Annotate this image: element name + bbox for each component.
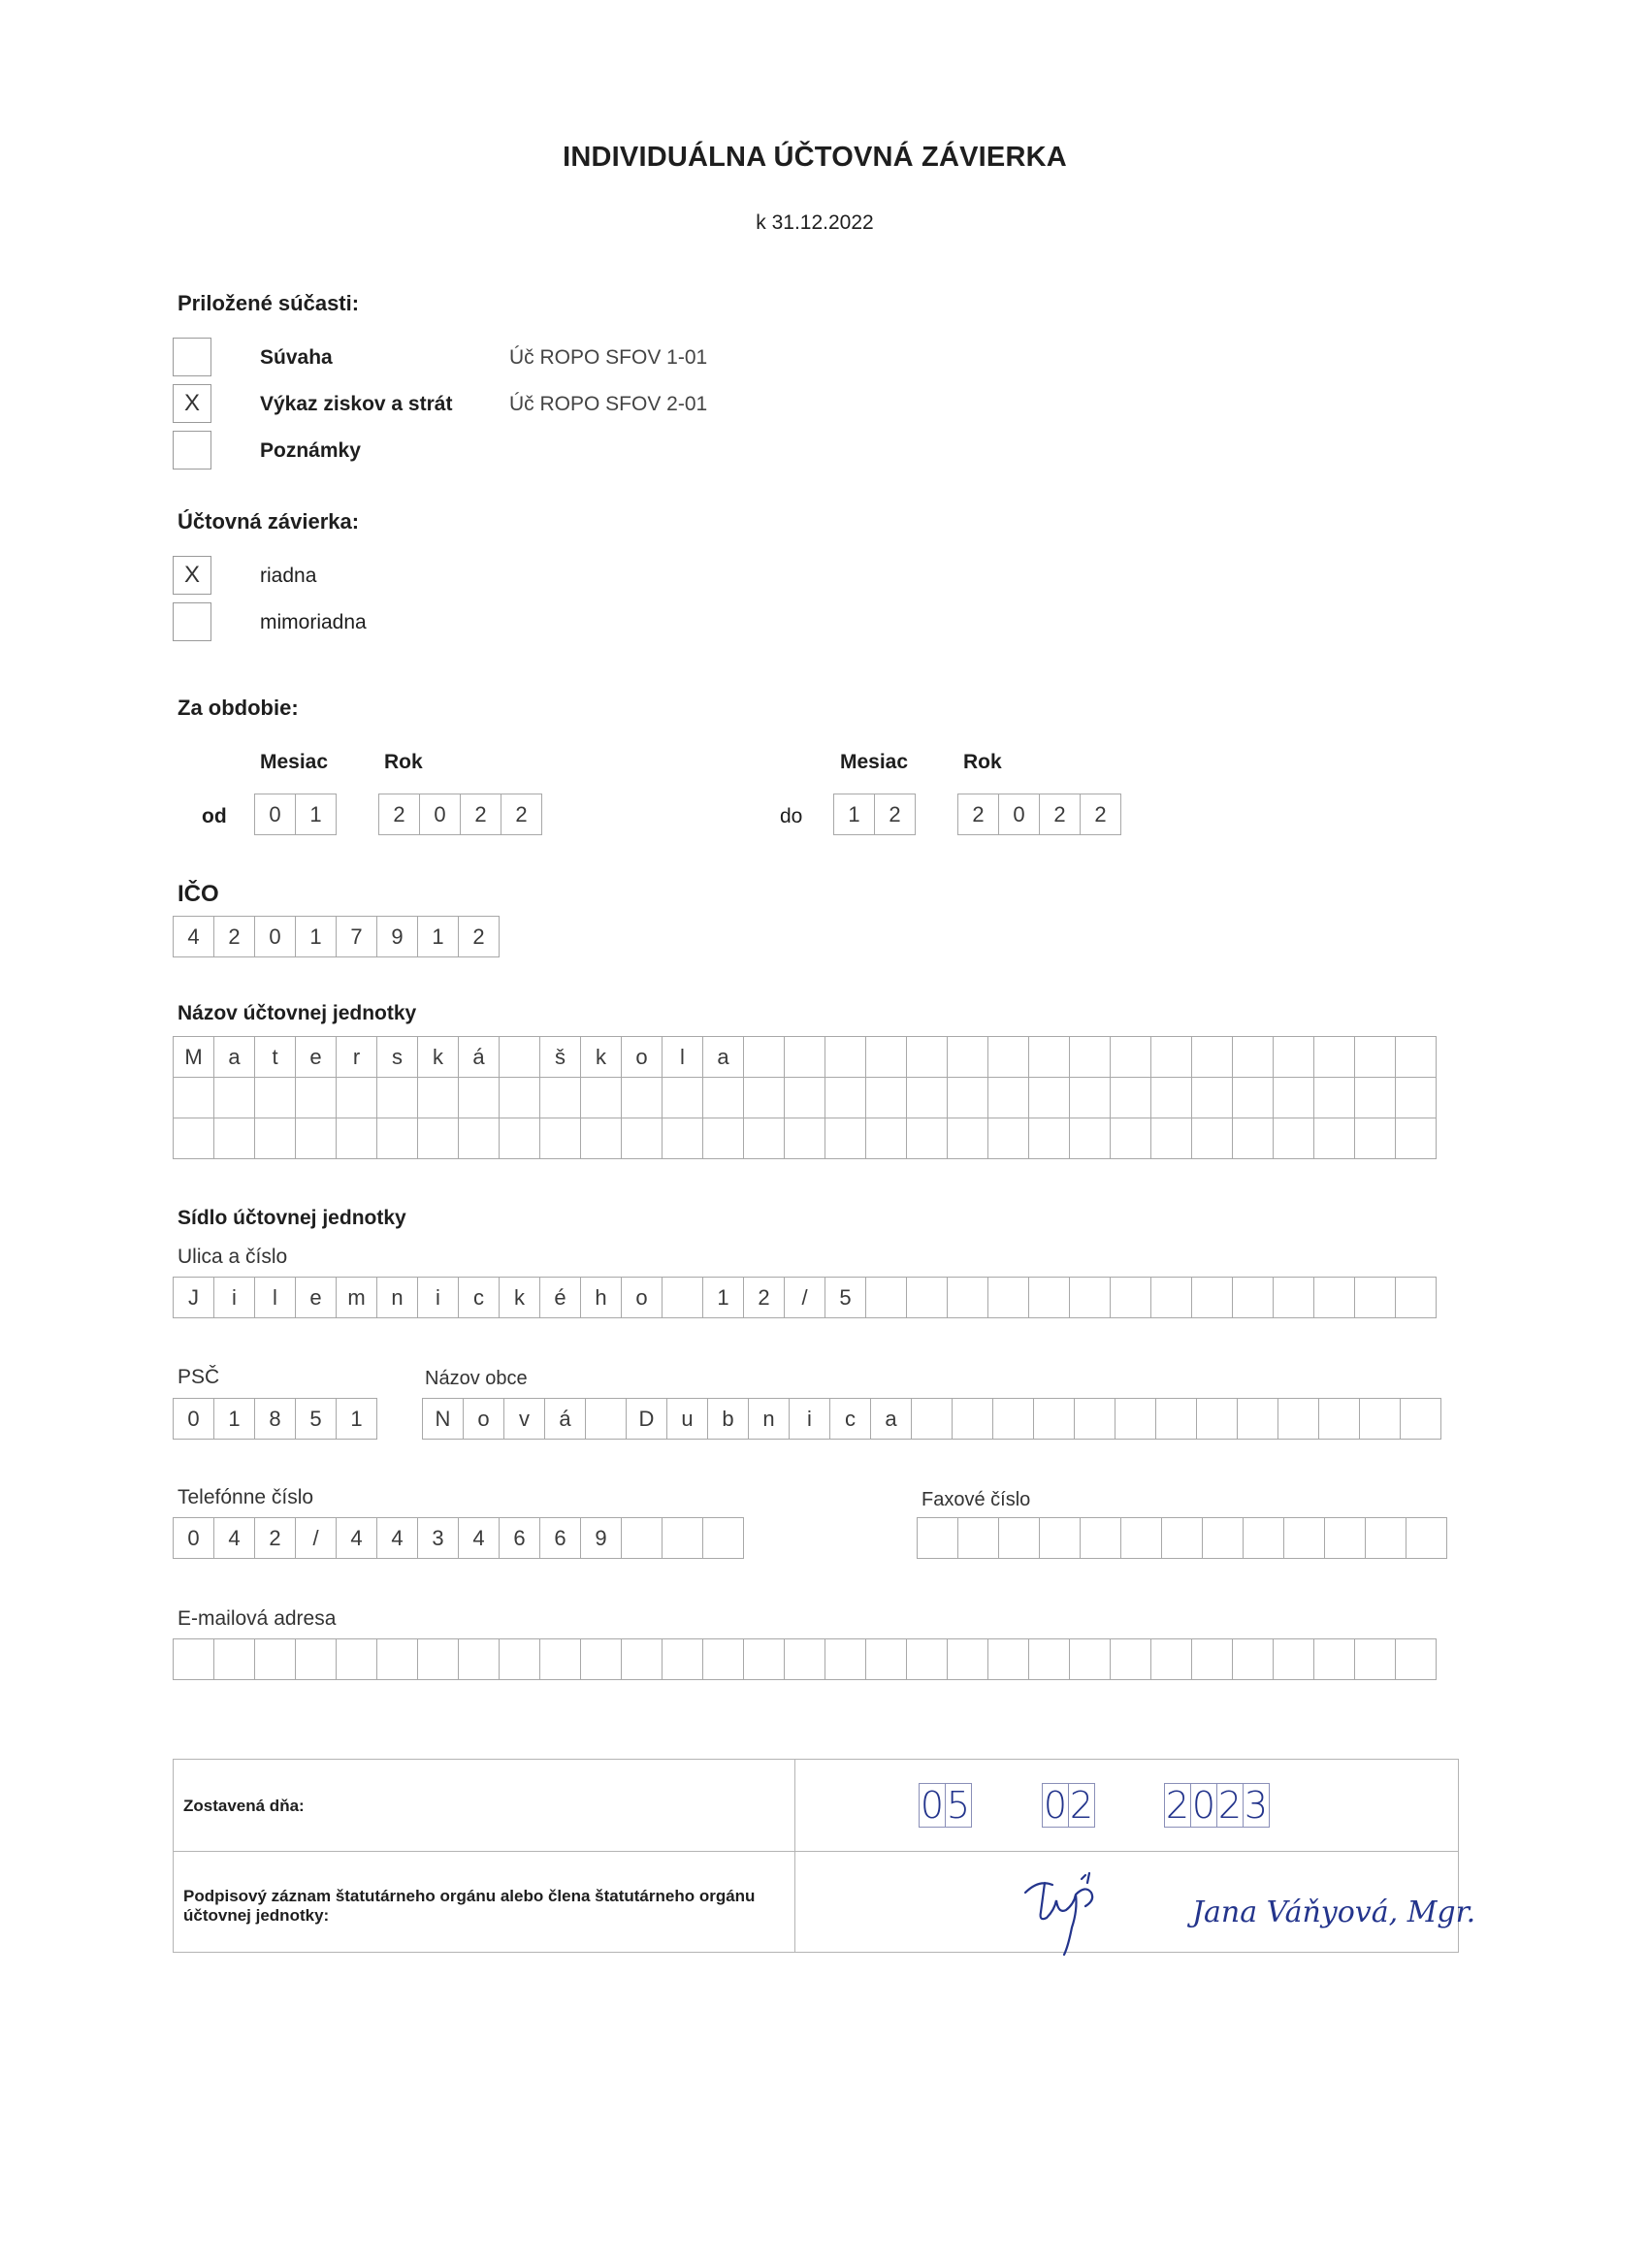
street-cell[interactable]: [662, 1277, 703, 1318]
phone-cell[interactable]: 4: [336, 1517, 377, 1559]
ico-cell[interactable]: 0: [254, 916, 296, 957]
email-cell[interactable]: [1069, 1638, 1111, 1680]
entity-name-cell[interactable]: [1273, 1036, 1314, 1078]
fax-cell[interactable]: [1283, 1517, 1325, 1559]
entity-name-row-1[interactable]: [173, 1036, 1437, 1078]
compiled-month-cell[interactable]: 2: [1069, 1784, 1094, 1827]
entity-name-cell[interactable]: [1150, 1036, 1192, 1078]
period-from-month-cell[interactable]: 0: [254, 794, 296, 835]
street-cell[interactable]: [1191, 1277, 1233, 1318]
period-to-label: do: [780, 805, 803, 827]
email-cell[interactable]: [336, 1638, 377, 1680]
ico-label: IČO: [178, 881, 219, 907]
entity-name-cell[interactable]: [295, 1077, 337, 1118]
ico-field[interactable]: [173, 916, 500, 957]
email-cell[interactable]: [947, 1638, 988, 1680]
checkbox-income-statement[interactable]: X: [173, 384, 211, 423]
email-cell[interactable]: [865, 1638, 907, 1680]
entity-name-cell[interactable]: [743, 1118, 785, 1159]
city-cell[interactable]: [992, 1398, 1034, 1440]
entity-name-cell[interactable]: [1191, 1118, 1233, 1159]
period-to-month-cell[interactable]: 2: [874, 794, 916, 835]
city-cell[interactable]: [1115, 1398, 1156, 1440]
entity-name-cell[interactable]: [1028, 1077, 1070, 1118]
entity-name-cell[interactable]: [662, 1118, 703, 1159]
entity-name-cell[interactable]: [1191, 1077, 1233, 1118]
street-cell[interactable]: h: [580, 1277, 622, 1318]
street-cell[interactable]: [1028, 1277, 1070, 1318]
phone-cell[interactable]: 6: [539, 1517, 581, 1559]
entity-name-cell[interactable]: [743, 1077, 785, 1118]
email-cell[interactable]: [1313, 1638, 1355, 1680]
phone-cell[interactable]: [621, 1517, 663, 1559]
entity-name-cell[interactable]: [213, 1118, 255, 1159]
street-cell[interactable]: [865, 1277, 907, 1318]
phone-cell[interactable]: 9: [580, 1517, 622, 1559]
document-title: INDIVIDUÁLNA ÚČTOVNÁ ZÁVIERKA: [563, 142, 1067, 173]
street-cell[interactable]: [1273, 1277, 1314, 1318]
street-cell[interactable]: 5: [824, 1277, 866, 1318]
entity-name-cell[interactable]: á: [458, 1036, 500, 1078]
phone-cell[interactable]: 4: [213, 1517, 255, 1559]
city-cell[interactable]: n: [748, 1398, 790, 1440]
entity-name-cell[interactable]: [499, 1118, 540, 1159]
phone-label: Telefónne číslo: [178, 1486, 314, 1508]
entity-name-cell[interactable]: [539, 1077, 581, 1118]
email-cell[interactable]: [1354, 1638, 1396, 1680]
entity-name-cell[interactable]: [906, 1036, 948, 1078]
email-cell[interactable]: [1028, 1638, 1070, 1680]
component-label-income-statement: Výkaz ziskov a strát: [260, 393, 453, 415]
compiled-year-cell[interactable]: 3: [1244, 1784, 1269, 1827]
city-cell[interactable]: u: [666, 1398, 708, 1440]
phone-cell[interactable]: 3: [417, 1517, 459, 1559]
fax-cell[interactable]: [957, 1517, 999, 1559]
email-label: E-mailová adresa: [178, 1607, 337, 1630]
email-cell[interactable]: [295, 1638, 337, 1680]
compiled-year-cell[interactable]: 2: [1165, 1784, 1190, 1827]
compiled-label: Zostavená dňa:: [183, 1797, 305, 1815]
entity-name-cell[interactable]: [824, 1118, 866, 1159]
entity-name-cell[interactable]: [254, 1077, 296, 1118]
entity-name-cell[interactable]: [865, 1036, 907, 1078]
entity-name-cell[interactable]: [1395, 1077, 1437, 1118]
component-label-notes: Poznámky: [260, 439, 361, 462]
entity-name-cell[interactable]: [1313, 1077, 1355, 1118]
checkbox-balance-sheet[interactable]: [173, 338, 211, 376]
city-cell[interactable]: [1074, 1398, 1116, 1440]
entity-name-cell[interactable]: [1313, 1118, 1355, 1159]
entity-name-cell[interactable]: [213, 1077, 255, 1118]
period-from-month-cell[interactable]: 1: [295, 794, 337, 835]
entity-name-cell[interactable]: [865, 1077, 907, 1118]
fax-cell[interactable]: [1324, 1517, 1366, 1559]
city-cell[interactable]: [1237, 1398, 1278, 1440]
fax-field[interactable]: [917, 1517, 1447, 1559]
entity-name-cell[interactable]: [1232, 1118, 1274, 1159]
entity-name-cell[interactable]: e: [295, 1036, 337, 1078]
entity-name-cell[interactable]: l: [662, 1036, 703, 1078]
entity-name-cell[interactable]: [784, 1077, 825, 1118]
checkbox-extraordinary[interactable]: [173, 602, 211, 641]
fax-cell[interactable]: [1039, 1517, 1081, 1559]
email-cell[interactable]: [621, 1638, 663, 1680]
fax-cell[interactable]: [1120, 1517, 1162, 1559]
email-cell[interactable]: [702, 1638, 744, 1680]
entity-name-cell[interactable]: M: [173, 1036, 214, 1078]
city-cell[interactable]: [911, 1398, 953, 1440]
email-cell[interactable]: [1232, 1638, 1274, 1680]
fax-label: Faxové číslo: [922, 1489, 1031, 1510]
entity-name-cell[interactable]: [417, 1118, 459, 1159]
email-cell[interactable]: [1110, 1638, 1151, 1680]
email-cell[interactable]: [539, 1638, 581, 1680]
entity-name-cell[interactable]: [499, 1077, 540, 1118]
period-to-year-cell[interactable]: 0: [998, 794, 1040, 835]
entity-name-cell[interactable]: [336, 1118, 377, 1159]
street-cell[interactable]: 1: [702, 1277, 744, 1318]
psc-cell[interactable]: 8: [254, 1398, 296, 1440]
street-cell[interactable]: é: [539, 1277, 581, 1318]
street-cell[interactable]: [1069, 1277, 1111, 1318]
street-field[interactable]: [173, 1277, 1437, 1318]
email-cell[interactable]: [580, 1638, 622, 1680]
entity-name-cell[interactable]: [254, 1118, 296, 1159]
entity-name-cell[interactable]: [947, 1077, 988, 1118]
closing-type-extraordinary-label: mimoriadna: [260, 611, 367, 633]
city-cell[interactable]: [1359, 1398, 1401, 1440]
entity-name-cell[interactable]: [1110, 1118, 1151, 1159]
compiled-year-cell[interactable]: 2: [1217, 1784, 1243, 1827]
compiled-year-cell[interactable]: 0: [1191, 1784, 1216, 1827]
entity-name-cell[interactable]: [376, 1118, 418, 1159]
entity-name-cell[interactable]: a: [213, 1036, 255, 1078]
period-to-year-cell[interactable]: 2: [957, 794, 999, 835]
period-from-year-cell[interactable]: 2: [501, 794, 542, 835]
entity-name-cell[interactable]: [295, 1118, 337, 1159]
entity-name-cell[interactable]: [987, 1118, 1029, 1159]
street-cell[interactable]: [1150, 1277, 1192, 1318]
entity-name-cell[interactable]: [865, 1118, 907, 1159]
signature-table-divider: [794, 1760, 795, 1952]
city-cell[interactable]: [1196, 1398, 1238, 1440]
signature-table: [173, 1759, 1476, 1953]
fax-cell[interactable]: [998, 1517, 1040, 1559]
period-to-year-cell[interactable]: 2: [1080, 794, 1121, 835]
city-label: Názov obce: [425, 1368, 528, 1389]
entity-name-cell[interactable]: [906, 1118, 948, 1159]
entity-name-cell[interactable]: [458, 1118, 500, 1159]
entity-name-cell[interactable]: [336, 1077, 377, 1118]
city-cell[interactable]: [952, 1398, 993, 1440]
email-cell[interactable]: [906, 1638, 948, 1680]
psc-cell[interactable]: 5: [295, 1398, 337, 1440]
street-cell[interactable]: 2: [743, 1277, 785, 1318]
signature-scribble-image: [1018, 1871, 1115, 1959]
street-cell[interactable]: c: [458, 1277, 500, 1318]
street-cell[interactable]: J: [173, 1277, 214, 1318]
street-cell[interactable]: e: [295, 1277, 337, 1318]
entity-name-label: Názov účtovnej jednotky: [178, 1002, 417, 1024]
checkbox-notes[interactable]: [173, 431, 211, 470]
entity-name-cell[interactable]: a: [702, 1036, 744, 1078]
entity-name-cell[interactable]: [1069, 1036, 1111, 1078]
email-cell[interactable]: [824, 1638, 866, 1680]
period-from-month-field[interactable]: [254, 794, 337, 835]
period-heading: Za obdobie:: [178, 696, 299, 720]
city-cell[interactable]: a: [870, 1398, 912, 1440]
period-from-year-cell[interactable]: 2: [460, 794, 501, 835]
document-date: k 31.12.2022: [756, 211, 874, 234]
entity-name-cell[interactable]: [580, 1077, 622, 1118]
period-to-year-cell[interactable]: 2: [1039, 794, 1081, 835]
email-cell[interactable]: [1150, 1638, 1192, 1680]
entity-name-cell[interactable]: [499, 1036, 540, 1078]
components-heading: Priložené súčasti:: [178, 291, 360, 315]
fax-cell[interactable]: [1406, 1517, 1447, 1559]
phone-cell[interactable]: /: [295, 1517, 337, 1559]
psc-cell[interactable]: 0: [173, 1398, 214, 1440]
compiled-day-cell[interactable]: 0: [920, 1784, 945, 1827]
city-cell[interactable]: b: [707, 1398, 749, 1440]
email-cell[interactable]: [1191, 1638, 1233, 1680]
psc-cell[interactable]: 1: [336, 1398, 377, 1440]
fax-cell[interactable]: [1202, 1517, 1244, 1559]
entity-name-cell[interactable]: [1354, 1118, 1396, 1159]
city-cell[interactable]: [1033, 1398, 1075, 1440]
street-label: Ulica a číslo: [178, 1246, 288, 1268]
entity-name-row-2[interactable]: [173, 1077, 1437, 1118]
psc-label: PSČ: [178, 1366, 220, 1388]
checkbox-regular[interactable]: X: [173, 556, 211, 595]
component-code-balance-sheet: Úč ROPO SFOV 1-01: [509, 346, 708, 369]
entity-name-cell[interactable]: [1191, 1036, 1233, 1078]
entity-name-cell[interactable]: r: [336, 1036, 377, 1078]
email-cell[interactable]: [417, 1638, 459, 1680]
ico-cell[interactable]: 1: [295, 916, 337, 957]
street-cell[interactable]: [1232, 1277, 1274, 1318]
fax-cell[interactable]: [1365, 1517, 1406, 1559]
email-cell[interactable]: [987, 1638, 1029, 1680]
city-cell[interactable]: D: [626, 1398, 667, 1440]
city-cell[interactable]: o: [463, 1398, 504, 1440]
entity-name-cell[interactable]: [1069, 1077, 1111, 1118]
entity-name-cell[interactable]: [621, 1077, 663, 1118]
entity-name-cell[interactable]: [1232, 1077, 1274, 1118]
email-cell[interactable]: [743, 1638, 785, 1680]
period-from-year-label: Rok: [384, 751, 423, 773]
entity-name-cell[interactable]: [417, 1077, 459, 1118]
email-cell[interactable]: [499, 1638, 540, 1680]
period-from-year-cell[interactable]: 2: [378, 794, 420, 835]
entity-name-cell[interactable]: [1110, 1036, 1151, 1078]
street-cell[interactable]: i: [417, 1277, 459, 1318]
entity-name-cell[interactable]: o: [621, 1036, 663, 1078]
entity-name-cell[interactable]: [1150, 1118, 1192, 1159]
psc-field[interactable]: [173, 1398, 377, 1440]
entity-name-cell[interactable]: k: [417, 1036, 459, 1078]
entity-name-cell[interactable]: [702, 1118, 744, 1159]
street-cell[interactable]: [906, 1277, 948, 1318]
entity-name-cell[interactable]: t: [254, 1036, 296, 1078]
entity-name-cell[interactable]: [173, 1118, 214, 1159]
phone-cell[interactable]: 6: [499, 1517, 540, 1559]
street-cell[interactable]: n: [376, 1277, 418, 1318]
entity-name-cell[interactable]: [458, 1077, 500, 1118]
entity-name-cell[interactable]: [173, 1077, 214, 1118]
entity-name-cell[interactable]: [1150, 1077, 1192, 1118]
signature-label: Podpisový záznam štatutárneho orgánu alebo člena štatutárneho orgánu účtovnej jednotky:: [183, 1887, 756, 1925]
entity-name-cell[interactable]: [784, 1118, 825, 1159]
period-from-year-field[interactable]: [378, 794, 542, 835]
city-cell[interactable]: á: [544, 1398, 586, 1440]
phone-cell[interactable]: 0: [173, 1517, 214, 1559]
entity-name-cell[interactable]: [987, 1036, 1029, 1078]
ico-cell[interactable]: 7: [336, 916, 377, 957]
fax-cell[interactable]: [1161, 1517, 1203, 1559]
compiled-month-cell[interactable]: 0: [1043, 1784, 1068, 1827]
email-cell[interactable]: [254, 1638, 296, 1680]
city-cell[interactable]: c: [829, 1398, 871, 1440]
entity-name-field[interactable]: [173, 1036, 1437, 1159]
email-cell[interactable]: [376, 1638, 418, 1680]
component-code-income-statement: Úč ROPO SFOV 2-01: [509, 393, 708, 415]
street-cell[interactable]: [1395, 1277, 1437, 1318]
street-cell[interactable]: [1110, 1277, 1151, 1318]
signature-name: Jana Váňyová, Mgr.: [1192, 1895, 1476, 1929]
closing-type-heading: Účtovná závierka:: [178, 509, 360, 534]
phone-field[interactable]: [173, 1517, 744, 1559]
period-to-year-field[interactable]: [957, 794, 1121, 835]
entity-name-cell[interactable]: [1232, 1036, 1274, 1078]
street-cell[interactable]: m: [336, 1277, 377, 1318]
ico-cell[interactable]: 1: [417, 916, 459, 957]
entity-name-cell[interactable]: [376, 1077, 418, 1118]
entity-name-cell[interactable]: [539, 1118, 581, 1159]
entity-name-cell[interactable]: [1273, 1077, 1314, 1118]
street-cell[interactable]: [947, 1277, 988, 1318]
entity-name-cell[interactable]: k: [580, 1036, 622, 1078]
email-cell[interactable]: [784, 1638, 825, 1680]
ico-cell[interactable]: 9: [376, 916, 418, 957]
city-cell[interactable]: i: [789, 1398, 830, 1440]
entity-name-cell[interactable]: [906, 1077, 948, 1118]
city-cell[interactable]: [1277, 1398, 1319, 1440]
psc-cell[interactable]: 1: [213, 1398, 255, 1440]
street-cell[interactable]: [1354, 1277, 1396, 1318]
phone-cell[interactable]: 4: [376, 1517, 418, 1559]
city-cell[interactable]: [1400, 1398, 1441, 1440]
entity-name-cell[interactable]: [662, 1077, 703, 1118]
entity-name-cell[interactable]: [824, 1077, 866, 1118]
entity-name-cell[interactable]: [987, 1077, 1029, 1118]
entity-name-cell[interactable]: [947, 1118, 988, 1159]
entity-name-cell[interactable]: [1273, 1118, 1314, 1159]
address-heading: Sídlo účtovnej jednotky: [178, 1207, 406, 1229]
city-field[interactable]: [422, 1398, 1441, 1440]
compiled-month-field[interactable]: [1043, 1783, 1095, 1828]
email-cell[interactable]: [662, 1638, 703, 1680]
entity-name-cell[interactable]: [824, 1036, 866, 1078]
email-cell[interactable]: [1395, 1638, 1437, 1680]
city-cell[interactable]: N: [422, 1398, 464, 1440]
email-cell[interactable]: [213, 1638, 255, 1680]
city-cell[interactable]: [1155, 1398, 1197, 1440]
component-label-balance-sheet: Súvaha: [260, 346, 333, 369]
email-cell[interactable]: [1273, 1638, 1314, 1680]
ico-cell[interactable]: 4: [173, 916, 214, 957]
street-cell[interactable]: k: [499, 1277, 540, 1318]
phone-cell[interactable]: 4: [458, 1517, 500, 1559]
street-cell[interactable]: i: [213, 1277, 255, 1318]
city-cell[interactable]: [585, 1398, 627, 1440]
entity-name-cell[interactable]: [784, 1036, 825, 1078]
email-cell[interactable]: [458, 1638, 500, 1680]
period-from-month-label: Mesiac: [260, 751, 329, 773]
entity-name-cell[interactable]: [947, 1036, 988, 1078]
entity-name-cell[interactable]: [1069, 1118, 1111, 1159]
phone-cell[interactable]: [702, 1517, 744, 1559]
phone-cell[interactable]: [662, 1517, 703, 1559]
street-cell[interactable]: l: [254, 1277, 296, 1318]
entity-name-cell[interactable]: [1354, 1036, 1396, 1078]
entity-name-cell[interactable]: [1395, 1118, 1437, 1159]
city-cell[interactable]: v: [503, 1398, 545, 1440]
entity-name-cell[interactable]: [621, 1118, 663, 1159]
street-cell[interactable]: /: [784, 1277, 825, 1318]
compiled-day-field[interactable]: [920, 1783, 972, 1828]
entity-name-cell[interactable]: s: [376, 1036, 418, 1078]
entity-name-row-3[interactable]: [173, 1118, 1437, 1159]
closing-type-regular-label: riadna: [260, 565, 317, 587]
compiled-year-field[interactable]: [1165, 1783, 1270, 1828]
email-field[interactable]: [173, 1638, 1437, 1680]
period-to-month-label: Mesiac: [840, 751, 909, 773]
fax-cell[interactable]: [1080, 1517, 1121, 1559]
period-to-year-label: Rok: [963, 751, 1002, 773]
period-from-label: od: [202, 805, 227, 827]
period-from-year-cell[interactable]: 0: [419, 794, 461, 835]
entity-name-cell[interactable]: [1028, 1118, 1070, 1159]
entity-name-cell[interactable]: [1028, 1036, 1070, 1078]
street-cell[interactable]: [987, 1277, 1029, 1318]
phone-cell[interactable]: 2: [254, 1517, 296, 1559]
entity-name-cell[interactable]: [1354, 1077, 1396, 1118]
ico-cell[interactable]: 2: [213, 916, 255, 957]
fax-cell[interactable]: [917, 1517, 958, 1559]
period-to-month-cell[interactable]: 1: [833, 794, 875, 835]
entity-name-cell[interactable]: [743, 1036, 785, 1078]
ico-cell[interactable]: 2: [458, 916, 500, 957]
entity-name-cell[interactable]: [1110, 1077, 1151, 1118]
entity-name-cell[interactable]: [1395, 1036, 1437, 1078]
street-cell[interactable]: o: [621, 1277, 663, 1318]
entity-name-cell[interactable]: š: [539, 1036, 581, 1078]
fax-cell[interactable]: [1243, 1517, 1284, 1559]
entity-name-cell[interactable]: [1313, 1036, 1355, 1078]
city-cell[interactable]: [1318, 1398, 1360, 1440]
entity-name-cell[interactable]: [702, 1077, 744, 1118]
period-to-month-field[interactable]: [833, 794, 916, 835]
email-cell[interactable]: [173, 1638, 214, 1680]
compiled-day-cell[interactable]: 5: [946, 1784, 971, 1827]
entity-name-cell[interactable]: [580, 1118, 622, 1159]
street-cell[interactable]: [1313, 1277, 1355, 1318]
